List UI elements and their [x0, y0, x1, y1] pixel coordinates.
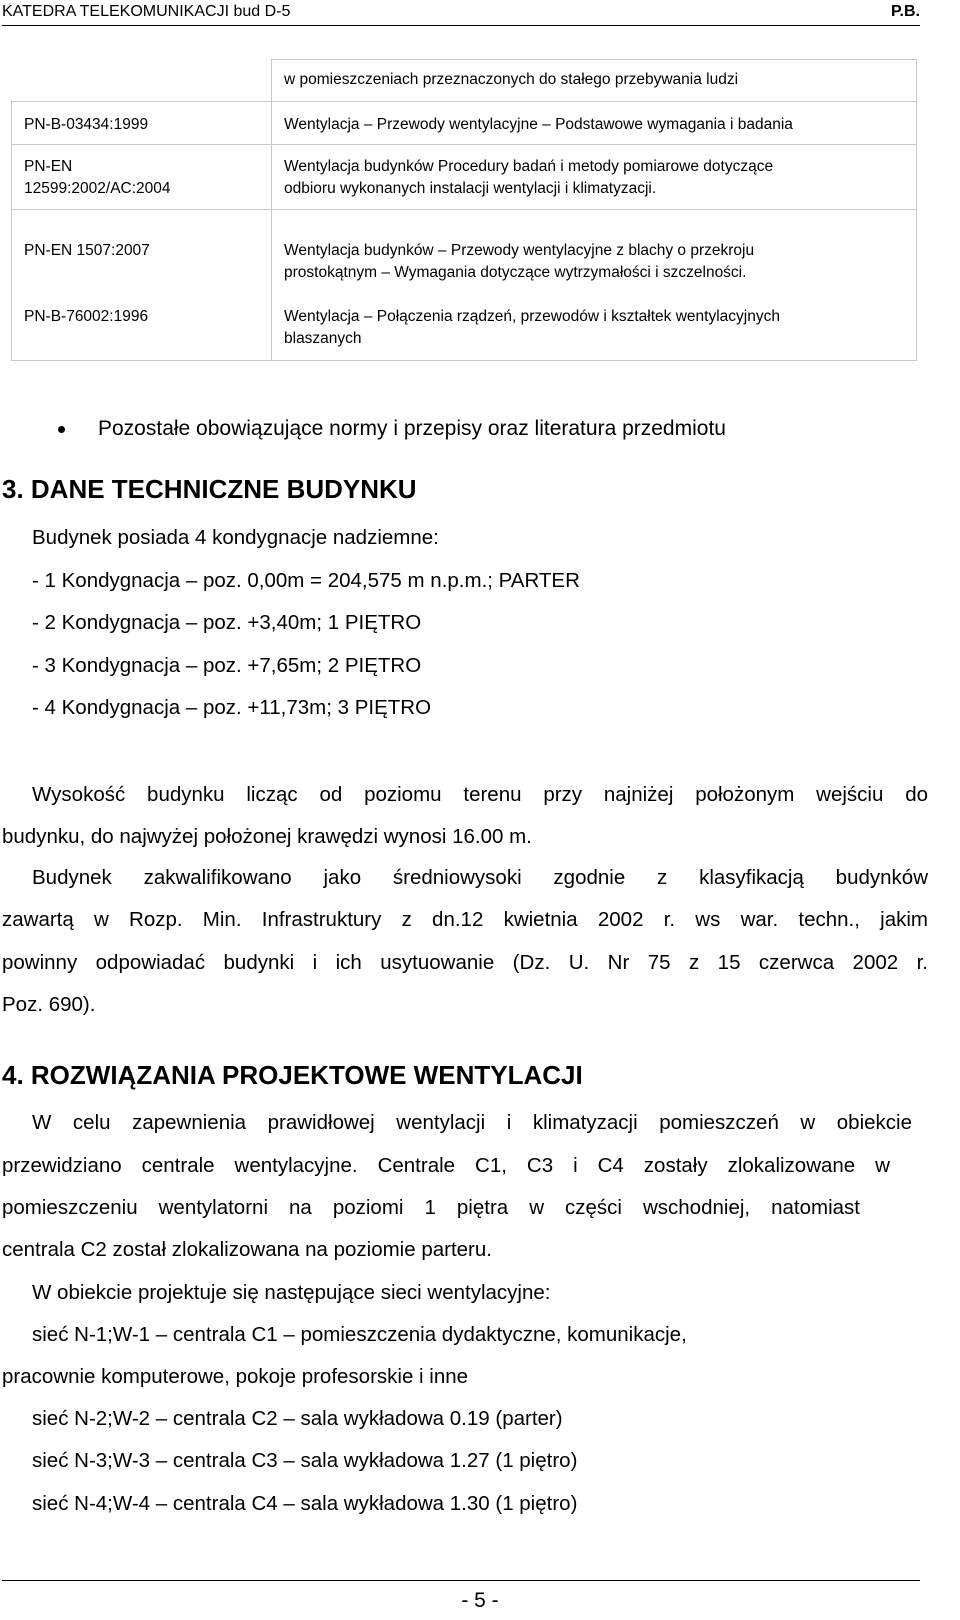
norm-title-line: Wentylacja budynków – Przewody wentylacyjne z blachy o przekroju: [284, 242, 755, 259]
design-text-line: przewidziano centrale wentylacyjne. Centrale C1, C3 i C4 zostały zlokalizowane w: [2, 1154, 890, 1177]
norm-code: PN-B-76002:1996: [24, 308, 149, 325]
table-row: [12, 60, 917, 102]
norm-code-line: PN-EN: [24, 158, 73, 175]
network-line: sieć N-1;W-1 – centrala C1 – pomieszczenia dydaktyczne, komunikacje,: [32, 1323, 687, 1346]
table-row: [12, 145, 917, 210]
norm-title-line: prostokątnym – Wymagania dotyczące wytrzymałości i szczelności.: [284, 264, 747, 281]
norm-code-cell: [12, 145, 272, 210]
norm-title-line: blaszanych: [284, 330, 362, 347]
level-line: - 2 Kondygnacja – poz. +3,40m; 1 PIĘTRO: [32, 611, 422, 634]
network-line: sieć N-4;W-4 – centrala C4 – sala wykładowa 1.30 (1 piętro): [32, 1492, 578, 1515]
header-right: P.B.: [890, 3, 920, 20]
network-line: pracownie komputerowe, pokoje profesorskie i inne: [2, 1365, 469, 1388]
level-line: - 3 Kondygnacja – poz. +7,65m; 2 PIĘTRO: [32, 654, 422, 677]
section-3-intro: Budynek posiada 4 kondygnacje nadziemne:: [32, 526, 439, 549]
level-line: - 1 Kondygnacja – poz. 0,00m = 204,575 m n.p.m.; PARTER: [32, 569, 580, 592]
footer-divider: [2, 1580, 920, 1581]
norm-title-cell: [272, 145, 917, 210]
design-text-line: pomieszczeniu wentylatorni na poziomi 1 piętra w części wschodniej, natomiast: [2, 1196, 860, 1219]
norm-title-line: Wentylacja – Przewody wentylacyjne – Podstawowe wymagania i badania: [284, 116, 793, 133]
section-3-heading: 3. DANE TECHNICZNE BUDYNKU: [2, 474, 417, 504]
height-text-line: Wysokość budynku licząc od poziomu terenu przy najniżej położonym wejściu do: [32, 783, 928, 806]
classification-text-line: Budynek zakwalifikowano jako średniowysoki zgodnie z klasyfikacją budynków: [32, 866, 928, 889]
norm-title-cell: [272, 102, 917, 145]
classification-text-line: powinny odpowiadać budynki i ich usytuowanie (Dz. U. Nr 75 z 15 czerwca 2002 r.: [2, 951, 928, 974]
norm-code: PN-EN 1507:2007: [24, 242, 150, 259]
design-text-line: W celu zapewnienia prawidłowej wentylacji i klimatyzacji pomieszczeń w obiekcie: [32, 1111, 912, 1134]
norm-title-line: Wentylacja – Połączenia rządzeń, przewodów i kształtek wentylacyjnych: [284, 308, 780, 325]
norm-code-cell: [12, 102, 272, 145]
norm-code-line: 12599:2002/AC:2004: [24, 180, 171, 197]
norm-code-cell: [12, 210, 272, 361]
network-line: sieć N-2;W-2 – centrala C2 – sala wykładowa 0.19 (parter): [32, 1407, 563, 1430]
level-line: - 4 Kondygnacja – poz. +11,73m; 3 PIĘTRO: [32, 696, 432, 719]
section-4-heading: 4. ROZWIĄZANIA PROJEKTOWE WENTYLACJI: [2, 1060, 583, 1090]
bullet-text: Pozostałe obowiązujące normy i przepisy oraz literatura przedmiotu: [98, 417, 726, 440]
classification-text-line: Poz. 690).: [2, 993, 96, 1016]
table-row: [12, 102, 917, 145]
networks-intro: W obiekcie projektuje się następujące sieci wentylacyjne:: [32, 1281, 551, 1304]
norm-title-line: Wentylacja budynków Procedury badań i metody pomiarowe dotyczące: [284, 158, 774, 175]
page-number: - 5 -: [461, 1589, 499, 1612]
table-row: [12, 210, 917, 361]
norm-title-cell: [272, 210, 917, 361]
header-left: KATEDRA TELEKOMUNIKACJI bud D-5: [2, 3, 291, 20]
norm-title-line: odbioru wykonanych instalacji wentylacji i klimatyzacji.: [284, 180, 657, 197]
height-text-line: budynku, do najwyżej położonej krawędzi wynosi 16.00 m.: [2, 825, 532, 848]
design-text-line: centrala C2 został zlokalizowana na poziomie parteru.: [2, 1238, 492, 1261]
bullet-icon: [58, 426, 65, 433]
norms-table: [11, 59, 917, 361]
norm-title-cell: [272, 60, 917, 102]
norm-code-cell: [12, 60, 272, 102]
page-header: [2, 0, 920, 26]
network-line: sieć N-3;W-3 – centrala C3 – sala wykładowa 1.27 (1 piętro): [32, 1449, 578, 1472]
norm-title-line: w pomieszczeniach przeznaczonych do stałego przebywania ludzi: [284, 71, 739, 88]
classification-text-line: zawartą w Rozp. Min. Infrastruktury z dn.12 kwietnia 2002 r. ws war. techn., jakim: [2, 908, 928, 931]
norm-code: PN-B-03434:1999: [24, 116, 149, 133]
